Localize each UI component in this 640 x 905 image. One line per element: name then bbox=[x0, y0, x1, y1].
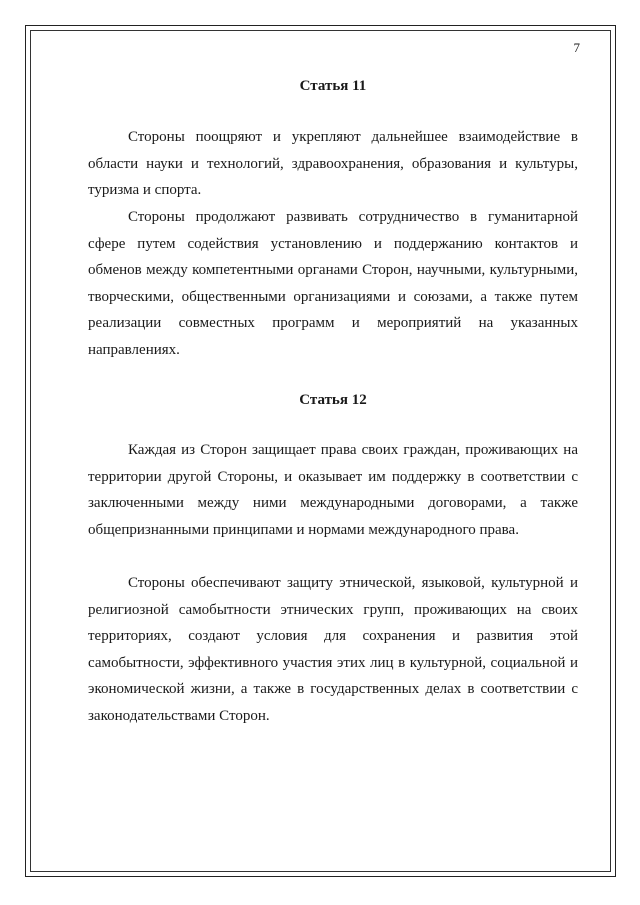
article-11-title: Статья 11 bbox=[299, 78, 367, 94]
page-number: 7 bbox=[573, 40, 580, 55]
article-12-title: Статья 12 bbox=[299, 392, 367, 408]
article-11-paragraph-2: Стороны продолжают развивать сотрудничество в гуманитарной сфере путем содействия установлению и поддержанию контактов и обменов между компетентными органами Сторон, научными, культурными, творческими, общественными организациями и союзами, а также путем реализации совместных программ и мероприятий на указанных направлениях. bbox=[88, 209, 578, 358]
article-11-paragraph-1: Стороны поощряют и укрепляют дальнейшее взаимодействие в области науки и технологий, здравоохранения, образования и культуры, туризма и спорта. bbox=[88, 129, 578, 198]
article-12-paragraph-2: Стороны обеспечивают защиту этнической, языковой, культурной и религиозной самобытности этнических групп, проживающих на своих территориях, создают условия для сохранения и развития этой самобытности, эффективного участия этих лиц в культурной, социальной и экономической жизни, а также в государственных делах в соответствии с законодательствами Сторон. bbox=[88, 575, 578, 724]
article-12-paragraph-1: Каждая из Сторон защищает права своих граждан, проживающих на территории другой Стороны, и оказывает им поддержку в соответствии с заключенными между ними международными договорами, а также общепризнанными принципами и нормами международного права. bbox=[88, 442, 578, 538]
